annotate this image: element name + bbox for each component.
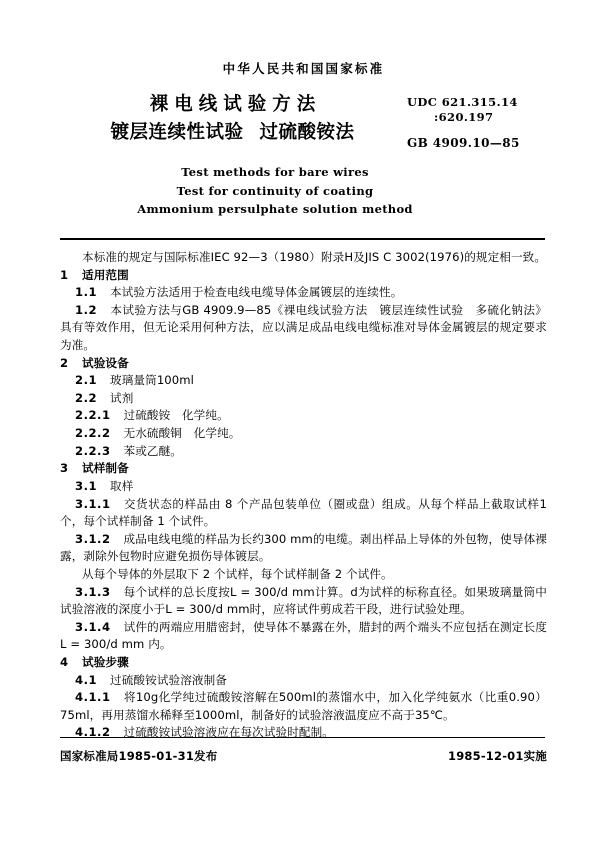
document-subtitle-b: 过硫酸铵法: [259, 121, 355, 143]
clause-label-2-2-1: 2.2.1: [75, 408, 111, 423]
masthead: [60, 62, 545, 219]
clause-2-1: [60, 372, 547, 390]
clause-text-2-1: 玻璃量筒100ml: [110, 373, 194, 388]
clause-text-3-1-3: 每个试样的总长度按L = 300/d mm计算。d为试样的标称直径。如果玻璃量筒中试验溶液的深度小于L = 300/d mm时，应将试件剪成若干段，进行试验处理。: [60, 584, 547, 617]
document-title-line1: 裸电线试验方法: [149, 93, 322, 115]
section-heading-4: [60, 654, 547, 672]
clause-text-3-1-2-cont: 从每个导体的外层取下 2 个试样，每个试样制备 2 个试件。: [82, 566, 393, 581]
english-title-line3: Ammonium persulphate solution method: [137, 202, 413, 217]
section-number-2: 2: [60, 355, 69, 370]
title-block: [60, 93, 405, 147]
clause-2-2-3: [60, 443, 547, 461]
standard-code-block: [407, 95, 547, 150]
footer-issuer: 国家标准局1985-01-31发布: [60, 749, 218, 763]
clause-3-1-3: [60, 584, 547, 619]
clause-text-3-1: 取样: [110, 478, 134, 493]
clause-text-3-1-1: 交货状态的样品由 8 个产品包装单位（圈或盘）组成。从每个样品上截取试样1个，每个试样制备 1 个试件。: [60, 496, 547, 529]
footer-effective-date: 1985-12-01实施: [448, 749, 547, 763]
clause-label-2-2-3: 2.2.3: [75, 443, 111, 458]
clause-2-2: [60, 390, 547, 408]
header-divider-rule: [60, 238, 545, 240]
title-row: [60, 93, 545, 150]
document-subtitle-a: 镀层连续性试验: [110, 121, 244, 143]
clause-3-1-1: [60, 496, 547, 531]
english-title-line2: Test for continuity of coating: [176, 183, 374, 198]
clause-text-4-1: 过硫酸铵试验溶液制备: [110, 672, 227, 687]
clause-text-3-1-2: 成品电线电缆的样品为长约300 mm的电缆。剥出样品上导体的外包物，使导体裸露，剥除外包物时应避免损伤导体镀层。: [60, 531, 547, 564]
clause-text-4-1-2: 过硫酸铵试验溶液应在每次试验时配制。: [123, 725, 335, 740]
clause-4-1-1: [60, 689, 547, 724]
clause-text-4-1-1: 将10g化学纯过硫酸铵溶解在500ml的蒸馏水中，加入化学纯氨水（比重0.90）75ml，再用蒸馏水稀释至1000ml，制备好的试验溶液温度应不高于35℃。: [60, 690, 547, 722]
document-title-line2: [60, 120, 405, 147]
clause-label-4-1-2: 4.1.2: [75, 725, 111, 740]
footer-divider-rule: [60, 737, 545, 738]
clause-text-2-2-3: 苯或乙醚。: [123, 443, 182, 458]
clause-text-2-2-2: 无水硫酸铜 化学纯。: [123, 426, 241, 441]
clause-label-4-1-1: 4.1.1: [75, 690, 111, 705]
section-title-1: 适用范围: [82, 267, 129, 282]
clause-2-2-1: [60, 407, 547, 425]
national-standard-header: 中华人民共和国国家标准: [222, 61, 385, 76]
clause-label-3-1-3: 3.1.3: [75, 584, 111, 599]
section-number-4: 4: [60, 655, 69, 670]
clause-3-1: [60, 478, 547, 496]
clause-text-1-1: 本试验方法适用于检查电线电缆导体金属镀层的连续性。: [110, 285, 403, 300]
section-number-3: 3: [60, 461, 69, 476]
clause-1-2: [60, 302, 547, 355]
clause-3-1-4: [60, 619, 547, 654]
clause-label-4-1: 4.1: [75, 672, 98, 687]
udc-code-line1: UDC 621.315.14: [407, 94, 518, 109]
clause-label-2-2: 2.2: [75, 390, 98, 405]
clause-label-3-1-4: 3.1.4: [75, 619, 111, 634]
clause-2-2-2: [60, 425, 547, 443]
clause-label-3-1-1: 3.1.1: [75, 496, 111, 511]
section-title-4: 试验步骤: [82, 655, 129, 670]
clause-text-3-1-4: 试件的两端应用腊密封，使导体不暴露在外，腊封的两个端头不应包括在测定长度L = 300/d mm 内。: [60, 619, 547, 652]
gb-standard-number: GB 4909.10—85: [407, 135, 520, 150]
section-title-2: 试验设备: [82, 355, 129, 370]
clause-3-1-2-continuation: [60, 566, 547, 584]
clause-text-2-2: 试剂: [110, 390, 134, 405]
clause-label-2-2-2: 2.2.2: [75, 426, 111, 441]
section-heading-1: [60, 267, 547, 285]
document-footer: [60, 748, 547, 764]
clause-4-1-2: [60, 724, 547, 742]
clause-label-3-1-2: 3.1.2: [75, 531, 111, 546]
english-title-line1: Test methods for bare wires: [181, 164, 369, 179]
clause-label-2-1: 2.1: [75, 373, 98, 388]
section-number-1: 1: [60, 267, 69, 282]
preface-paragraph: 本标准的规定与国际标准IEC 92—3（1980）附录H及JIS C 3002(1976)的规定相一致。: [82, 250, 547, 264]
clause-label-1-1: 1.1: [75, 285, 98, 300]
clause-text-2-2-1: 过硫酸铵 化学纯。: [123, 408, 229, 423]
udc-code-line2: :620.197: [434, 109, 494, 124]
english-title-block: [60, 163, 545, 220]
clause-1-1: [60, 284, 547, 302]
clause-label-1-2: 1.2: [75, 302, 98, 317]
section-heading-2: [60, 355, 547, 373]
document-body: [60, 249, 547, 742]
clause-3-1-2: [60, 531, 547, 566]
section-title-3: 试样制备: [82, 461, 129, 476]
clause-4-1: [60, 672, 547, 690]
section-heading-3: [60, 460, 547, 478]
clause-text-1-2: 本试验方法与GB 4909.9—85《裸电线试验方法 镀层连续性试验 多硫化钠法》具有等效作用，但无论采用何种方法，应以满足成品电线电缆标准对导体金属镀层的规定要求为准。: [60, 302, 547, 353]
clause-label-3-1: 3.1: [75, 478, 98, 493]
